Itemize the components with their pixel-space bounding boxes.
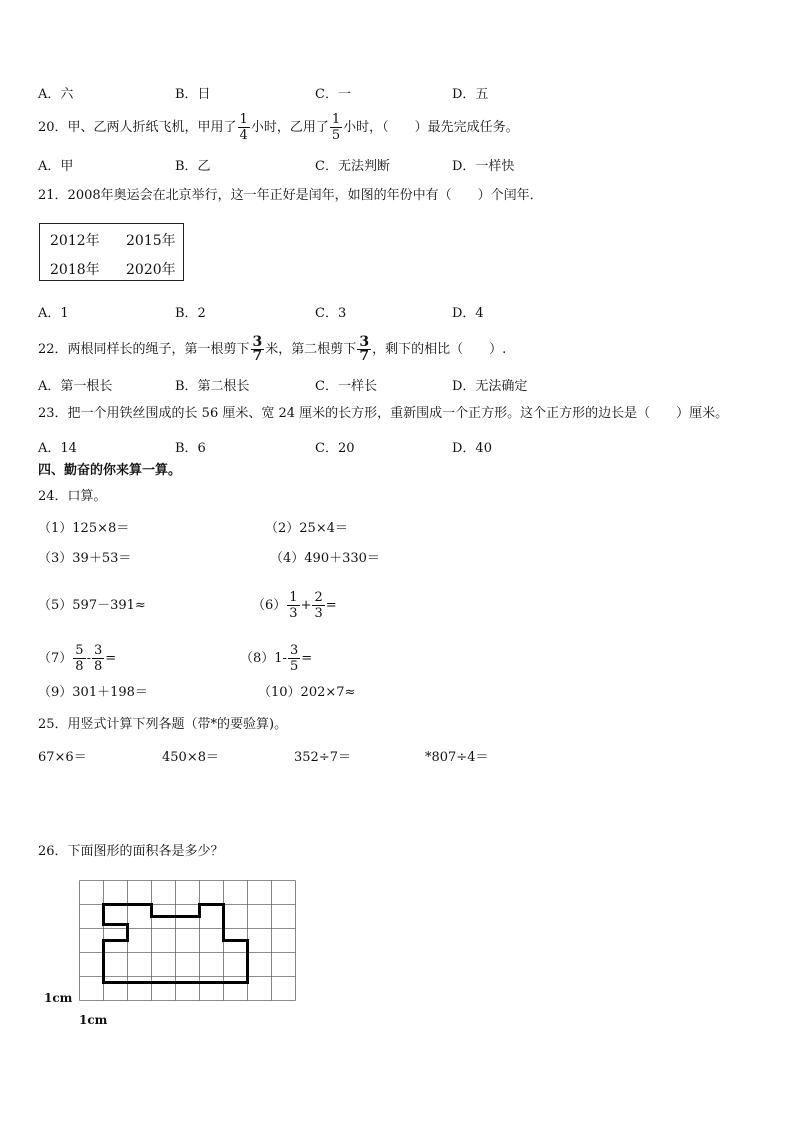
q21-option-a: A．1	[38, 306, 69, 321]
q22-text-mid: 米，第二根剪下	[265, 342, 357, 357]
q19-option-d: D．五	[452, 87, 489, 102]
q22-fraction-1: $\frac{3}{7}$	[252, 334, 263, 364]
q20-option-a: A．甲	[38, 159, 74, 174]
q24-item-5: （5）597－391≈	[38, 598, 146, 613]
q20-stem	[38, 112, 519, 143]
q21-option-d: D．4	[452, 306, 484, 321]
year-2015: 2015年	[126, 233, 176, 249]
year-2020: 2020年	[126, 262, 176, 278]
q23-option-d: D．40	[452, 441, 492, 456]
q22-stem	[38, 336, 506, 363]
q25-item-4: *807÷4＝	[425, 750, 489, 765]
q26-unit-vertical: 1cm	[44, 991, 73, 1005]
q22-text-pre: 22．两根同样长的绳子，第一根剪下	[38, 342, 250, 357]
q20-text-post: 小时，（ ）最先完成任务。	[343, 120, 519, 135]
q20-text-pre: 20．甲、乙两人折纸飞机，甲用了	[38, 120, 237, 135]
q22-option-b: B．第二根长	[175, 379, 250, 394]
q24-item-7-fraction-1: $\frac{5}{8}$	[75, 643, 84, 674]
q22-option-c: C．一样长	[315, 379, 377, 394]
q21-option-b: B．2	[175, 306, 206, 321]
q24-item-10: （10）202×7≈	[258, 685, 356, 700]
q24-item-1: （1）125×8＝	[38, 521, 130, 536]
q24-item-4: （4）490＋330＝	[270, 551, 380, 566]
year-2018: 2018年	[50, 262, 100, 278]
q26-unit-horizontal: 1cm	[79, 1013, 108, 1027]
q24-item-2: （2）25×4＝	[265, 521, 348, 536]
q25-item-1: 67×6＝	[38, 750, 87, 765]
q23-stem: 23．把一个用铁丝围成的长 56 厘米、宽 24 厘米的长方形，重新围成一个正方形。这个正方形的边长是（ ）厘米。	[38, 406, 729, 421]
q24-title: 24．口算。	[38, 489, 107, 504]
q19-option-a: A．六	[38, 87, 74, 102]
q24-item-8-fraction: $\frac{3}{5}$	[289, 643, 299, 674]
q23-option-b: B．6	[175, 441, 206, 456]
q24-item-8: （8）1- $\frac{3}{5}$ =	[240, 643, 313, 674]
q23-option-c: C．20	[315, 441, 355, 456]
year-2012: 2012年	[50, 233, 100, 249]
q25-title: 25．用竖式计算下列各题（带*的要验算)。	[38, 717, 288, 732]
section-4-title: 四、勤奋的你来算一算。	[38, 463, 182, 478]
q24-item-9: （9）301＋198＝	[38, 685, 148, 700]
q25-item-3: 352÷7＝	[294, 750, 351, 765]
q20-option-d: D．一样快	[452, 159, 515, 174]
q20-option-b: B．乙	[175, 159, 211, 174]
q21-option-c: C．3	[315, 306, 347, 321]
q19-option-c: C．一	[315, 87, 351, 102]
q24-item-6: （6） $\frac{1}{3}$ + $\frac{2}{3}$ =	[252, 590, 337, 621]
q22-option-a: A．第一根长	[38, 379, 113, 394]
q22-fraction-2: $\frac{3}{7}$	[359, 334, 370, 364]
q24-item-7: （7） $\frac{5}{8}$ - $\frac{3}{8}$ =	[38, 643, 117, 674]
q20-fraction-2: $\frac{1}{5}$	[331, 112, 341, 143]
q19-option-b: B．日	[175, 87, 211, 102]
q23-option-a: A．14	[38, 441, 77, 456]
q24-item-6-fraction-2: $\frac{2}{3}$	[314, 590, 323, 621]
q21-year-box	[39, 223, 184, 281]
q21-stem: 21．2008年奥运会在北京举行，这一年正好是闰年，如图的年份中有（ ）个闰年．	[38, 188, 543, 203]
q25-item-2: 450×8＝	[162, 750, 219, 765]
q26-grid-svg	[79, 880, 299, 1008]
q20-option-c: C．无法判断	[315, 159, 390, 174]
q26-grid-figure	[79, 880, 299, 1012]
q24-item-3: （3）39＋53＝	[38, 551, 132, 566]
q20-fraction-1: $\frac{1}{4}$	[239, 112, 248, 143]
q26-title: 26．下面图形的面积各是多少？	[38, 844, 224, 859]
q22-option-d: D．无法确定	[452, 379, 528, 394]
q24-item-6-fraction-1: $\frac{1}{3}$	[289, 590, 298, 621]
q24-item-7-fraction-2: $\frac{3}{8}$	[93, 643, 103, 674]
q22-text-post: ，剩下的相比（ ）.	[372, 342, 507, 357]
q20-text-mid: 小时，乙用了	[250, 120, 329, 135]
